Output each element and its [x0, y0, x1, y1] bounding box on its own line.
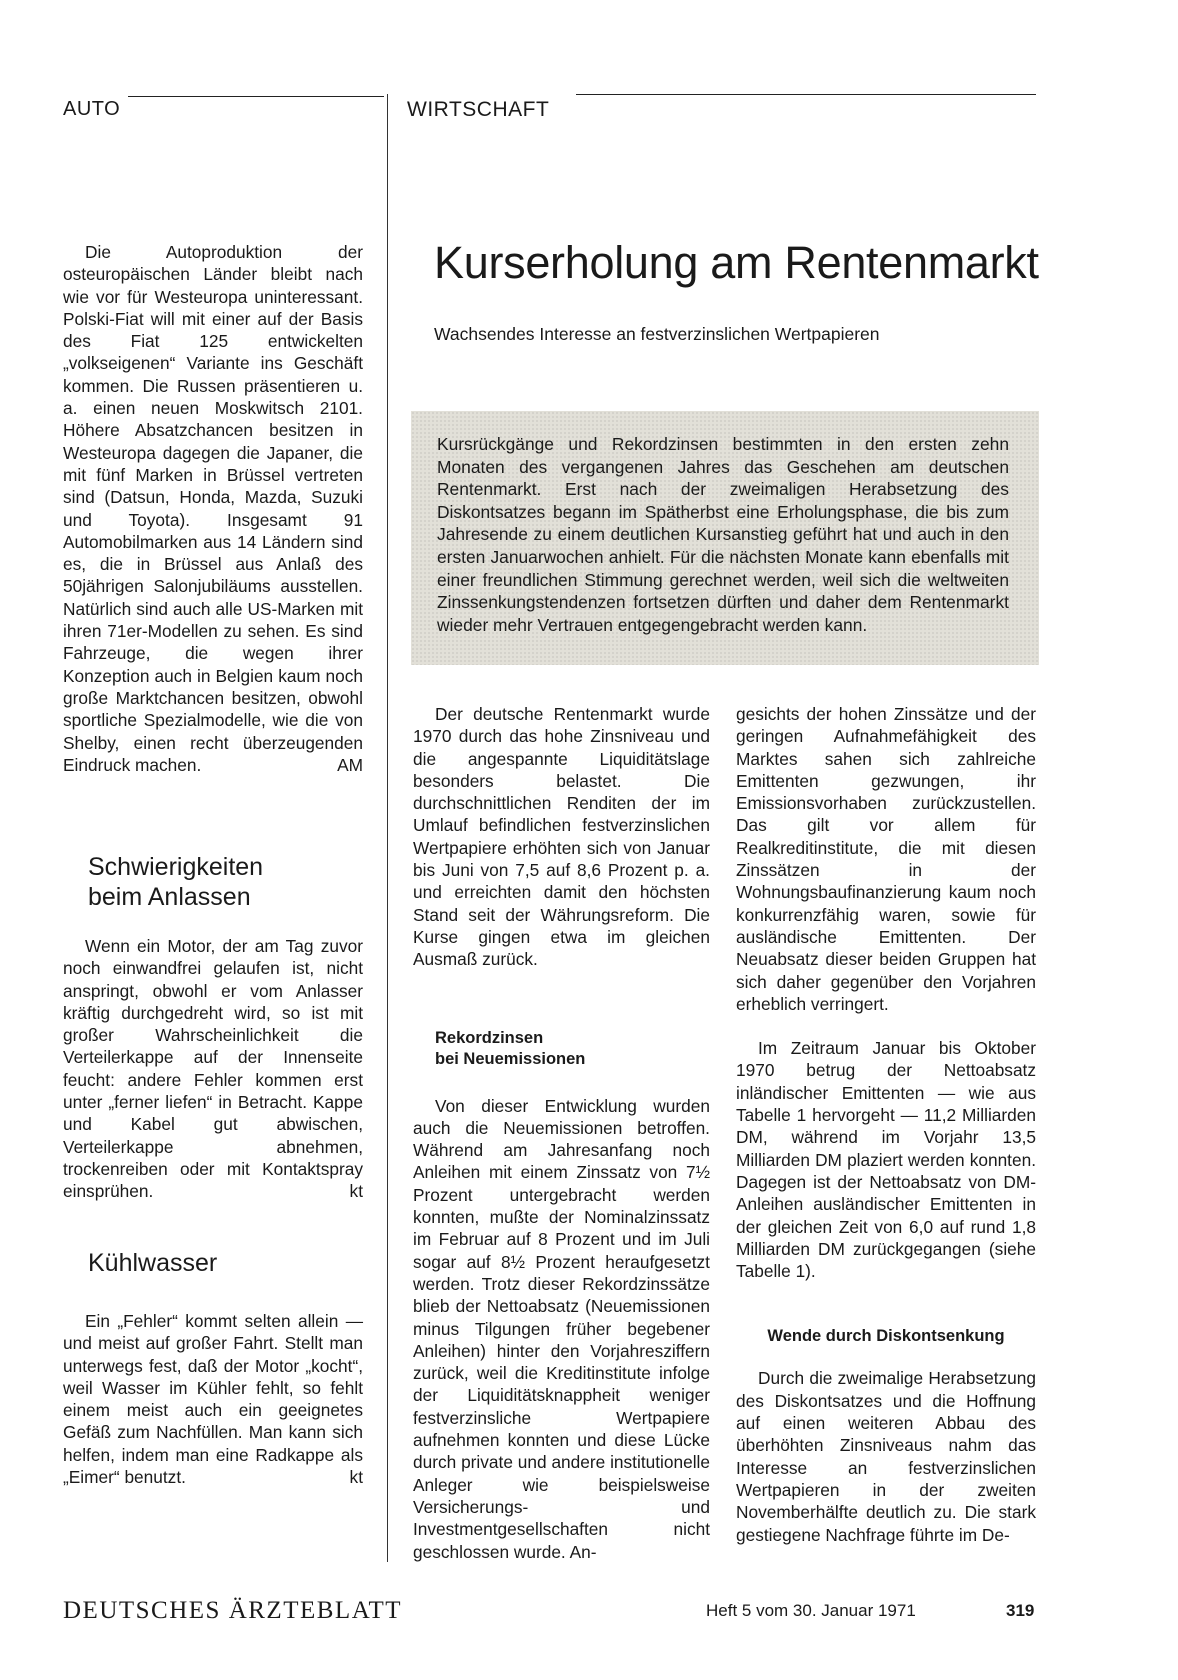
- page-number: 319: [1006, 1601, 1035, 1620]
- heading-rekordzinsen-line1: Rekordzinsen: [435, 1028, 544, 1047]
- signature-am: AM: [337, 754, 363, 775]
- issue-info: Heft 5 vom 30. Januar 1971: [706, 1601, 916, 1620]
- lead-text: Kursrückgänge und Rekordzinsen bestimmten in den ersten zehn Monaten des vergangenen Jahres das Geschehen am deutschen Rentenmarkt. Erst nach der zweimaligen Herabsetzung des Diskontsatzes begann im Spätherbst eine Erholungsphase, die bis zum Jahresende zu einem deutlichen Kursanstieg geführt hat und auch in den ersten Januarwochen anhielt. Für die nächsten Monate kann ebenfalls mit einer freundlichen Stimmung gerechnet werden, weil sich die weltweiten Zinssenkungstendenzen fortsetzen dürften und daher dem Rentenmarkt wieder mehr Vertrauen entgegengebracht werden kann.: [437, 434, 1009, 635]
- article-subtitle: Wachsendes Interesse an festverzinslichen Wertpapieren: [434, 324, 880, 344]
- section-label-wirtschaft: WIRTSCHAFT: [407, 98, 550, 121]
- main-col2-paragraph-3: Durch die zweimalige Herabsetzung des Diskontsatzes und die Hoffnung auf einen weiteren Abbau des überhöhten Zinsniveaus nahm das Interesse an festverzinslichen Wertpapieren in der zweiten Novemberhälfte deutlich zu. Die stark gestiegene Nachfrage führte im De-: [736, 1368, 1036, 1545]
- auto-article-3: [63, 1310, 363, 1488]
- main-column-2: [736, 703, 1036, 1546]
- heading-rekordzinsen: [435, 1028, 710, 1070]
- section-label-auto: AUTO: [63, 98, 121, 120]
- main-col2-paragraph-1: gesichts der hohen Zinssätze und der geringen Aufnahmefähigkeit des Marktes sahen sich zahlreiche Emittenten gezwungen, ihr Emissionsvorhaben zurückzustellen. Das gilt vor allem für Realkreditinstitute, die mit diesen Zinssätzen in der Wohnungsbaufinanzierung kaum noch konkurrenzfähig waren, sowie für ausländische Emittenten. Der Neuabsatz dieser beiden Gruppen hat sich daher gegenüber den Vorjahren erheblich verringert.: [736, 704, 1036, 1014]
- main-col1-paragraph-1: Der deutsche Rentenmarkt wurde 1970 durch das hohe Zinsniveau und die angespannte Liquiditätslage besonders belastet. Die durchschnittlichen Renditen der im Umlauf befindlichen festverzinslichen Wertpapiere erhöhten sich von Januar bis Juni von 7,5 auf 8,6 Prozent p. a. und erreichten damit den höchsten Stand seit der Währungsreform. Die Kurse gingen etwa im gleichen Ausmaß zurück.: [413, 704, 710, 970]
- auto-article-1-text: Die Autoproduktion der osteuropäischen Länder bleibt nach wie vor für Westeuropa uninteressant. Polski-Fiat will mit einer auf der Basis des Fiat 125 entwickelten „volkseigenen“ Variante ins Geschäft kommen. Die Russen präsentieren u. a. einen neuen Moskwitsch 2101. Höhere Absatzchancen besitzen in Westeuropa dagegen die Japaner, die mit fünf Marken in Brüssel vertreten sind (Datsun, Honda, Mazda, Suzuki und Toyota). Insgesamt 91 Automobilmarken aus 14 Ländern sind es, die in Brüssel aus Anlaß des 50jährigen Salonjubiläums ausstellen. Natürlich sind auch alle US-Marken mit ihren 71er-Modellen zu sehen. Es sind Fahrzeuge, die wegen ihrer Konzeption auch in Belgien kaum noch große Marktchancen besitzen, obwohl sportliche Spezialmodelle, wie die von Shelby, einen recht überzeugenden Eindruck machen.: [63, 242, 363, 775]
- auto-article-1: [63, 241, 363, 776]
- header-rule-left: [128, 96, 384, 97]
- main-col2-paragraph-2: Im Zeitraum Januar bis Oktober 1970 betrug der Nettoabsatz inländischer Emittenten — wie aus Tabelle 1 hervorgeht — 11,2 Milliarden DM, während im Vorjahr 13,5 Milliarden DM plaziert werden konnten. Dagegen ist der Nettoabsatz von DM-Anleihen ausländischer Emittenten in der gleichen Zeit von 6,0 auf rund 1,8 Milliarden DM zurückgegangen (siehe Tabelle 1).: [736, 1038, 1036, 1282]
- main-column-1: [413, 703, 710, 1563]
- heading-rekordzinsen-line2: bei Neuemissionen: [435, 1049, 586, 1068]
- heading-schwierigkeiten-line2: beim Anlassen: [88, 883, 251, 911]
- heading-schwierigkeiten-line1: Schwierigkeiten: [88, 853, 264, 881]
- auto-article-2: [63, 935, 363, 1203]
- column-divider: [387, 94, 388, 1562]
- article-title: Kurserholung am Rentenmarkt: [434, 237, 1039, 288]
- main-col1-paragraph-2: Von dieser Entwicklung wurden auch die Neuemissionen betroffen. Während am Jahresanfang noch Anleihen mit einem Zinssatz von 7½ Prozent untergebracht werden konnten, mußte der Nominalzinssatz im Februar auf 8 Prozent und im Juli sogar auf 8½ Prozent heraufgesetzt werden. Trotz dieser Rekordzinssätze blieb der Nettoabsatz (Neuemissionen minus Tilgungen früher begebener Anleihen) hinter den Vorjahresziffern zurück, weil die Kreditinstitute infolge der Liquiditätsknappheit weniger festverzinsliche Wertpapiere aufnehmen konnten und diese Lücke durch private und andere institutionelle Anleger wie beispielsweise Versicherungs- und Investmentgesellschaften nicht geschlossen wurde. An-: [413, 1095, 710, 1562]
- heading-kuehlwasser: Kühlwasser: [88, 1249, 218, 1277]
- auto-article-2-text: Wenn ein Motor, der am Tag zuvor noch einwandfrei gelaufen ist, nicht anspringt, obwohl er vom Anlasser kräftig durchgedreht wird, so ist mit großer Wahrscheinlichkeit die Verteilerkappe auf der Innenseite feucht: andere Fehler kommen erst unter „ferner liefen“ in Betracht. Kappe und Kabel gut abwischen, Verteilerkappe abnehmen, trockenreiben oder mit Kontaktspray einsprühen.: [63, 936, 363, 1202]
- publication-name: DEUTSCHES ÄRZTEBLATT: [63, 1597, 403, 1624]
- heading-wende: Wende durch Diskontsenkung: [767, 1327, 1005, 1346]
- signature-kt-1: kt: [349, 1181, 363, 1202]
- heading-schwierigkeiten: [88, 852, 368, 912]
- auto-article-3-text: Ein „Fehler“ kommt selten allein — und meist auf großer Fahrt. Stellt man unterwegs fest, daß der Motor „kocht“, weil Wasser im Kühler fehlt, so fehlt einem meist auch ein geeignetes Gefäß zum Nachfüllen. Man kann sich helfen, indem man eine Radkappe als „Eimer“ benutzt.: [63, 1311, 363, 1488]
- signature-kt-2: kt: [349, 1467, 363, 1488]
- lead-box: [411, 411, 1039, 665]
- header-rule-right: [576, 94, 1036, 95]
